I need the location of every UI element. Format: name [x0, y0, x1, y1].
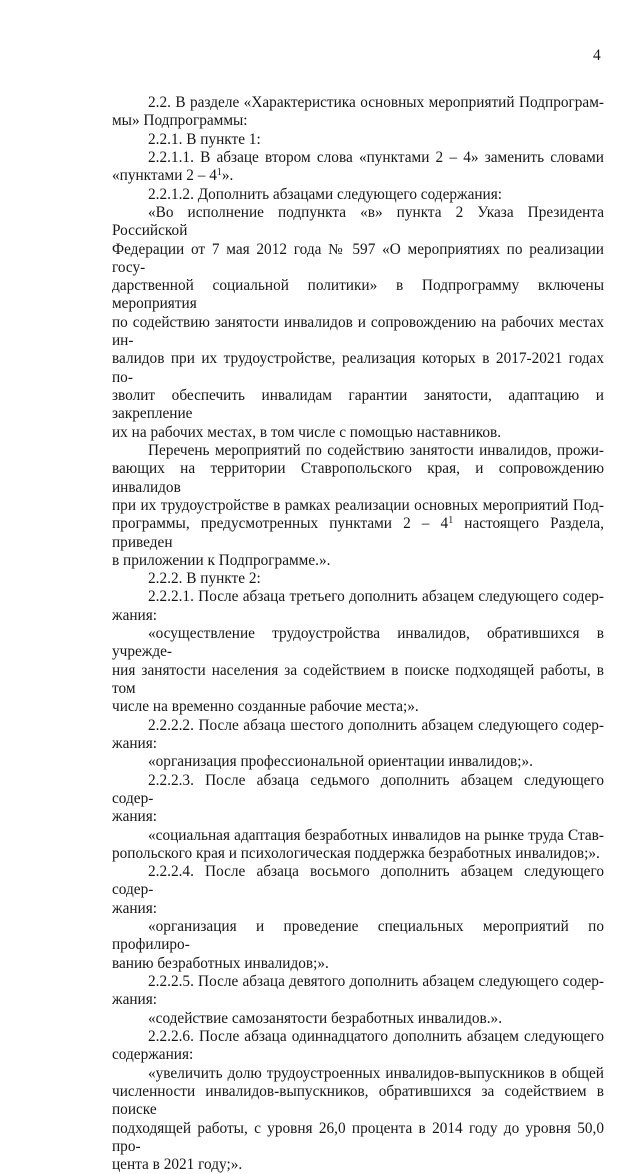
superscript: 1	[448, 515, 454, 527]
text-line	[112, 94, 604, 112]
text-line	[112, 241, 604, 278]
text-line-content: «увеличить долю трудоустроенных инвалидов-выпускников в общей	[148, 1064, 604, 1082]
text-line	[112, 1065, 604, 1083]
text-line	[112, 808, 604, 826]
text-line	[112, 149, 604, 167]
text-line	[112, 204, 604, 241]
text-line	[112, 314, 604, 351]
text-line	[112, 186, 604, 204]
text-line-content: зволит обеспечить инвалидам гарантии занятости, адаптацию и закрепление	[112, 387, 604, 423]
text-line	[112, 845, 604, 863]
text-line	[112, 772, 604, 809]
text-line	[112, 1010, 604, 1028]
text-line-content: «организация и проведение специальных мероприятий по профилиро-	[112, 918, 604, 954]
text-line	[112, 167, 604, 185]
text-line	[112, 1083, 604, 1120]
document-body	[112, 94, 604, 1174]
text-line-content: Федерации от 7 мая 2012 года № 597 «О мероприятиях по реализации госу-	[112, 240, 604, 276]
text-line-content: жания:	[112, 606, 158, 624]
text-line-content: «осуществление трудоустройства инвалидов, обратившихся в учрежде-	[112, 625, 604, 661]
text-line	[112, 460, 604, 497]
text-line-content: ванию безработных инвалидов;».	[112, 954, 329, 972]
text-line-content: при их трудоустройстве в рамках реализации основных мероприятий Под-	[112, 496, 604, 514]
text-line	[112, 570, 604, 588]
text-line	[112, 131, 604, 149]
text-line	[112, 442, 604, 460]
text-line-content: 2.2.2. В пункте 2:	[148, 570, 261, 588]
text-line-content: 2.2. В разделе «Характеристика основных мероприятий Подпрограм-	[148, 94, 604, 111]
text-line-content: «организация профессиональной ориентации инвалидов;».	[148, 753, 534, 771]
text-line	[112, 552, 604, 570]
text-line	[112, 424, 604, 442]
text-line	[112, 1120, 604, 1157]
text-line-content: мы» Подпрограммы:	[112, 112, 248, 130]
text-line-content: 2.2.1.2. Дополнить абзацами следующего содержания:	[148, 185, 503, 203]
text-line	[112, 112, 604, 130]
text-line	[112, 1156, 604, 1174]
text-line-content: «социальная адаптация безработных инвалидов на рынке труда Став-	[148, 826, 604, 844]
text-line	[112, 662, 604, 699]
text-line	[112, 607, 604, 625]
text-line-content: «пунктами 2 – 4	[112, 167, 217, 185]
text-line-content: численности инвалидов-выпускников, обратившихся за содействием в поиске	[112, 1082, 604, 1119]
text-line-content: вающих на территории Ставропольского края, и сопровождению инвалидов	[112, 460, 604, 496]
text-line	[112, 827, 604, 845]
text-line-content: числе на временно созданные рабочие места;».	[112, 698, 419, 716]
text-line	[112, 717, 604, 735]
text-line	[112, 698, 604, 716]
text-line-content: дарственной социальной политики» в Подпрограмму включены мероприятия	[112, 277, 604, 313]
text-line	[112, 277, 604, 314]
text-line	[112, 497, 604, 515]
text-line-tail: настоящего Раздела, приведен	[112, 515, 604, 551]
text-line-content: ропольского края и психологическая поддержка безработных инвалидов;».	[112, 844, 600, 862]
text-line-content: валидов при их трудоустройстве, реализация которых в 2017-2021 годах по-	[112, 350, 604, 386]
text-line-content: 2.2.2.2. После абзаца шестого дополнить абзацем следующего содер-	[148, 716, 604, 734]
text-line-content: их на рабочих местах, в том числе с помощью наставников.	[112, 423, 502, 441]
text-line-content: жания:	[112, 734, 158, 752]
text-line-content: жания:	[112, 991, 158, 1009]
text-line	[112, 588, 604, 606]
text-line-content: 2.2.2.5. После абзаца девятого дополнить абзацем следующего содер-	[148, 973, 604, 990]
page-number: 4	[593, 47, 601, 64]
text-line-content: 2.2.1.1. В абзаце втором слова «пунктами 2 – 4» заменить словами	[148, 148, 604, 166]
text-line-content: жания:	[112, 808, 158, 826]
text-line-content: Перечень мероприятий по содействию занятости инвалидов, прожи-	[148, 441, 604, 459]
text-line-content: программы, предусмотренных пунктами 2 – 4	[112, 515, 449, 533]
text-line-content: в приложении к Подпрограмме.».	[112, 551, 331, 569]
text-line	[112, 753, 604, 771]
text-line-content: 2.2.2.1. После абзаца третьего дополнить абзацем следующего содер-	[148, 588, 604, 606]
text-line	[112, 973, 604, 991]
text-line	[112, 735, 604, 753]
text-line-tail: ».	[221, 167, 234, 185]
text-line-content: 2.2.1. В пункте 1:	[148, 130, 261, 148]
text-line	[112, 1046, 604, 1064]
text-line-content: 2.2.2.3. После абзаца седьмого дополнить абзацем следующего содер-	[112, 771, 604, 807]
text-line-content: 2.2.2.4. После абзаца восьмого дополнить абзацем следующего содер-	[112, 863, 604, 899]
text-line-content: содержания:	[112, 1046, 194, 1064]
text-line	[112, 515, 604, 552]
text-line-content: подходящей работы, с уровня 26,0 процента в 2014 году до уровня 50,0 про-	[112, 1119, 604, 1155]
text-line	[112, 863, 604, 900]
text-line-content: ния занятости населения за содействием в поиске подходящей работы, в том	[112, 661, 604, 697]
text-line	[112, 625, 604, 662]
text-line	[112, 350, 604, 387]
text-line	[112, 900, 604, 918]
text-line	[112, 955, 604, 973]
text-line-content: жания:	[112, 899, 158, 917]
text-line	[112, 387, 604, 424]
text-line	[112, 991, 604, 1009]
text-line	[112, 918, 604, 955]
text-line-content: 2.2.2.6. После абзаца одиннадцатого дополнить абзацем следующего	[148, 1027, 604, 1045]
text-line-content: цента в 2021 году;».	[112, 1156, 243, 1174]
text-line-content: по содействию занятости инвалидов и сопровождению на рабочих местах ин-	[112, 313, 604, 350]
superscript: 1	[216, 167, 222, 179]
text-line-content: «содействие самозанятости безработных инвалидов.».	[148, 1009, 503, 1027]
text-line-content: «Во исполнение подпункта «в» пункта 2 Указа Президента Российской	[112, 203, 604, 240]
text-line	[112, 1028, 604, 1046]
